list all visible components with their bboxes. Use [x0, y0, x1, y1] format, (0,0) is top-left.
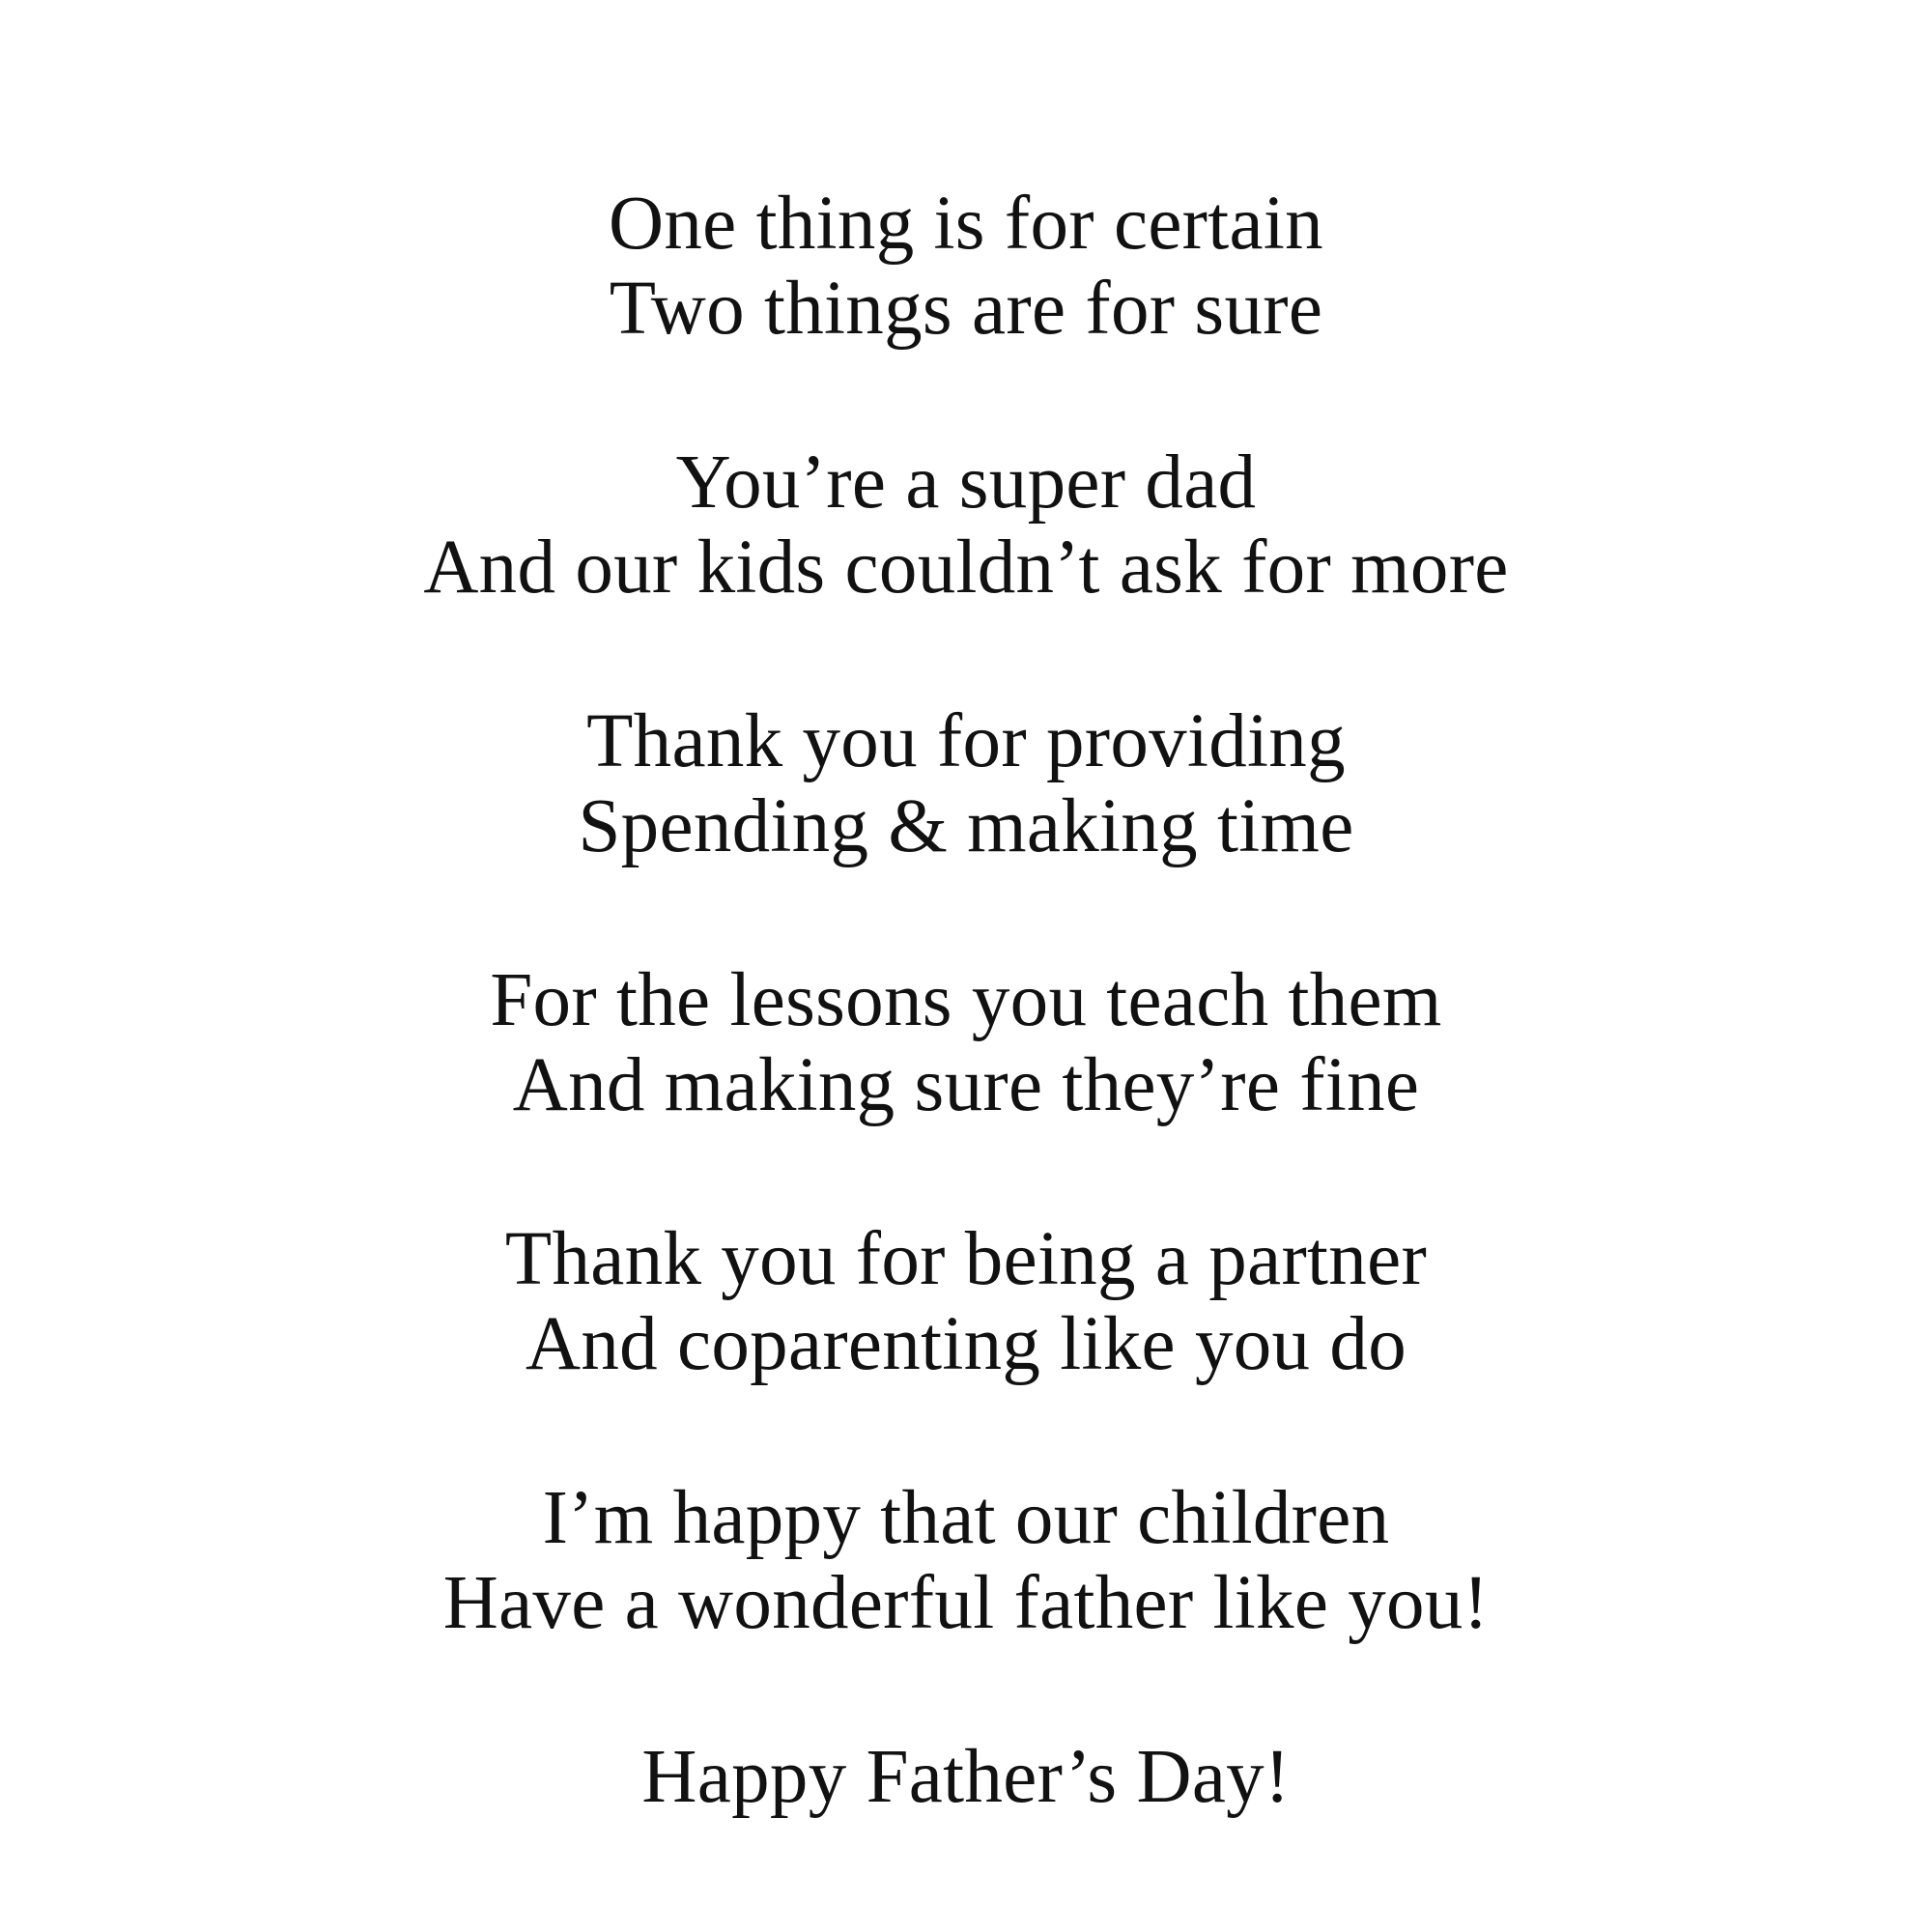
closing-greeting: Happy Father’s Day!	[641, 1735, 1291, 1819]
poem-line: Two things are for sure	[609, 267, 1323, 351]
poem	[0, 182, 1932, 1909]
poem-line: Spending & making time	[578, 784, 1354, 868]
poem-line: And our kids couldn’t ask for more	[423, 526, 1509, 610]
stanza-4	[0, 958, 1932, 1128]
stanza-5	[0, 1217, 1932, 1387]
stanza-6	[0, 1476, 1932, 1646]
poem-line: I’m happy that our children	[542, 1476, 1390, 1560]
closing-stanza	[0, 1735, 1932, 1820]
poem-line: Thank you for providing	[586, 699, 1346, 783]
poem-line: Have a wonderful father like you!	[442, 1561, 1490, 1645]
poem-line: For the lessons you teach them	[490, 958, 1442, 1042]
poem-line: One thing is for certain	[609, 182, 1323, 266]
poem-line: You’re a super dad	[675, 440, 1257, 525]
poem-line: Thank you for being a partner	[504, 1217, 1428, 1301]
stanza-1	[0, 182, 1932, 352]
poem-line: And making sure they’re fine	[512, 1043, 1420, 1127]
poem-line: And coparenting like you do	[525, 1302, 1406, 1386]
stanza-2	[0, 440, 1932, 611]
stanza-3	[0, 699, 1932, 869]
